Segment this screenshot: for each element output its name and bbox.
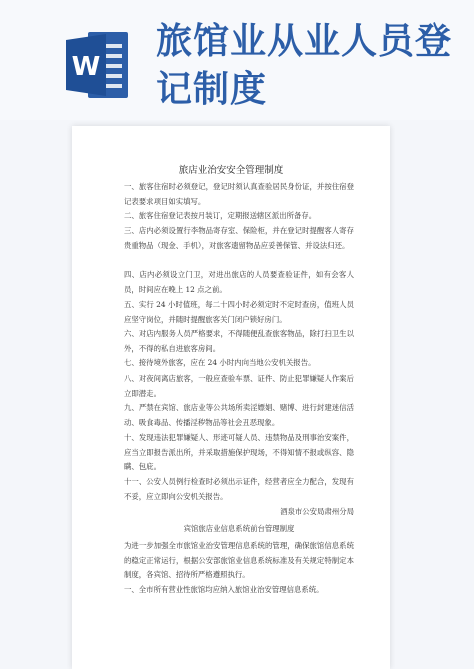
paragraph-11: 十一、公安人员例行检查时必须出示证件，经营者应全力配合，发现有不妥，应立即向公安机关报告。: [124, 477, 354, 501]
document-subtitle: 宾馆旅店业信息系统前台管理制度: [183, 524, 295, 533]
word-doc-icon: [66, 30, 130, 100]
paragraph-6: 六、对店内服务人员严格要求，不得随便乱查旅客物品，除打扫卫生以外，不得的私自进旅客房间。: [124, 329, 354, 353]
svg-text:W: W: [71, 52, 101, 82]
banner: [0, 0, 474, 120]
document-title: 旅店业治安安全管理制度: [178, 165, 284, 176]
banner-title: 旅馆业从业人员登记制度: [156, 21, 453, 110]
paragraph-3: 三、店内必须设置行李物品寄存室、保险柜，并在登记时提醒客人寄存贵重物品（现金、手机），对旅客遗留物品应妥善保管、并设法归还。: [124, 226, 354, 250]
signature: 酒泉市公安局肃州分局: [280, 507, 354, 516]
paragraph-10: 十、发现违法犯罪嫌疑人、形迹可疑人员、违禁物品及刑事治安案件，应当立即报告派出所，并采取措施保护现场，不得知情不报或纵容、隐瞒、包庇。: [124, 433, 354, 472]
paragraph-2: 二、旅客住宿登记表按月装订，定期报送辖区派出所备存。: [124, 211, 317, 220]
paragraph-13: 一、全市所有营业性旅馆均应纳入旅馆业治安管理信息系统。: [124, 585, 324, 594]
document-page: [72, 126, 390, 669]
paragraph-9: 九、严禁在宾馆、旅店业等公共场所卖淫嫖娼、赌博、进行封建迷信活动、吸食毒品、传播淫秽物品等社会丑恶现象。: [124, 403, 354, 427]
paragraph-7: 七、接待境外旅客，应在 24 小时内向当地公安机关报告。: [124, 358, 316, 367]
paragraph-4: 四、店内必须设立门卫，对进出旅店的人员要查验证件，如有会客人员，时间应在晚上 12 点之前。: [124, 270, 354, 294]
paragraph-1: 一、旅客住宿时必须登记，登记时须认真查验居民身份证，并按住宿登记表要求项目如实填写。: [124, 182, 354, 206]
paragraph-12: 为进一步加强全市旅馆业治安管理信息系统的管理，确保旅馆信息系统的稳定正常运行，根据公安部旅馆业信息系统标准及有关规定特制定本制度，各宾馆、招待所严格遵照执行。: [124, 541, 354, 580]
paragraph-5: 五、实行 24 小时值班，每二十四小时必须定时不定时查房，值班人员应坚守岗位，并随时提醒旅客关门闭户锁好房门。: [124, 300, 354, 324]
paragraph-8: 八、对夜间离店旅客，一般应查验车票、证件、防止犯罪嫌疑人作案后立即潜走。: [124, 374, 354, 398]
